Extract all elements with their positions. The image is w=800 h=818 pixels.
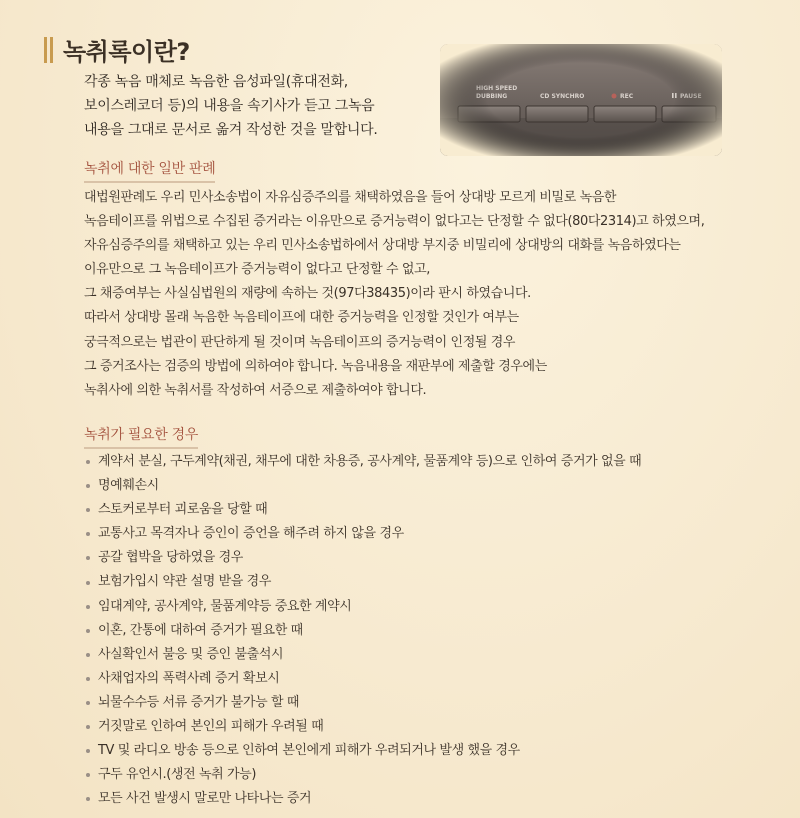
bullet-icon xyxy=(86,605,90,609)
body-line: 자유심증주의를 채택하고 있는 우리 민사소송법하에서 상대방 부지중 비밀리에 상대방의 대화를 녹음하였다는 xyxy=(84,238,681,254)
list-item: 구두 유언시.(생전 녹취 가능) xyxy=(86,763,641,787)
list-item: 보험가입시 약관 설명 받을 경우 xyxy=(86,570,641,594)
page-title: 녹취록이란? xyxy=(63,38,190,66)
section-heading-cases: 녹취가 필요한 경우 xyxy=(84,424,198,444)
list-item: 뇌물수수등 서류 증거가 불가능 할 때 xyxy=(86,691,641,715)
list-item: 이혼, 간통에 대하여 증거가 필요한 때 xyxy=(86,619,641,643)
bullet-icon xyxy=(86,484,90,488)
bullet-icon xyxy=(86,508,90,512)
body-line: 녹음테이프를 위법으로 수집된 증거라는 이유만으로 증거능력이 없다고는 단정할 수 없다(80다2314)고 하였으며, xyxy=(84,214,705,230)
bullet-icon xyxy=(86,677,90,681)
body-line: 대법원판례도 우리 민사소송법이 자유심증주의를 채택하였음을 들어 상대방 모르게 비밀로 녹음한 xyxy=(84,190,617,205)
intro-line: 내용을 그대로 문서로 옮겨 작성한 것을 말합니다. xyxy=(84,122,378,138)
title-accent-bars xyxy=(44,37,53,63)
body-line: 그 증거조사는 검증의 방법에 의하여야 합니다. 녹음내용을 재판부에 제출할 경우에는 xyxy=(84,358,547,374)
bullet-icon xyxy=(86,797,90,801)
list-item: 거짓말로 인하여 본인의 피해가 우려될 때 xyxy=(86,715,641,739)
intro-text xyxy=(84,70,424,142)
list-item: 계약서 분실, 구두계약(채권, 채무에 대한 차용증, 공사계약, 물품계약 등)으로 인하여 증거가 없을 때 xyxy=(86,450,641,474)
list-item: 명예훼손시 xyxy=(86,474,641,498)
title-bar xyxy=(44,32,190,67)
list-item: 사채업자의 폭력사례 증거 확보시 xyxy=(86,667,641,691)
precedent-body xyxy=(84,186,774,403)
list-item: 스토커로부터 괴로움을 당할 때 xyxy=(86,498,641,522)
recorder-panel-photo xyxy=(440,44,722,156)
bullet-icon xyxy=(86,556,90,560)
cases-list xyxy=(86,450,641,811)
bullet-icon xyxy=(86,653,90,657)
bullet-icon xyxy=(86,581,90,585)
list-item: 임대계약, 공사계약, 물품계약등 중요한 계약시 xyxy=(86,595,641,619)
body-line: 녹취사에 의한 녹취서를 작성하여 서증으로 제출하여야 합니다. xyxy=(84,382,427,398)
bullet-icon xyxy=(86,460,90,464)
list-item: 교통사고 목격자나 증인이 증언을 해주려 하지 않을 경우 xyxy=(86,522,641,546)
list-item: 공갈 협박을 당하였을 경우 xyxy=(86,546,641,570)
bullet-icon xyxy=(86,701,90,705)
body-line: 그 채증여부는 사실심법원의 재량에 속하는 것(97다38435)이라 판시 하였습니다. xyxy=(84,286,531,302)
intro-line: 각종 녹음 매체로 녹음한 음성파일(휴대전화, xyxy=(84,74,348,90)
body-line: 궁극적으로는 법관이 판단하게 될 것이며 녹음테이프의 증거능력이 인정될 경우 xyxy=(84,334,516,350)
bullet-icon xyxy=(86,773,90,777)
bullet-icon xyxy=(86,749,90,753)
section-heading-precedent: 녹취에 대한 일반 판례 xyxy=(84,158,215,178)
bullet-icon xyxy=(86,532,90,536)
intro-line: 보이스레코더 등)의 내용을 속기사가 듣고 그녹음 xyxy=(84,98,375,114)
body-line: 이유만으로 그 녹음테이프가 증거능력이 없다고 단정할 수 없고, xyxy=(84,262,430,278)
list-item: TV 및 라디오 방송 등으로 인하여 본인에게 피해가 우려되거나 발생 했을 경우 xyxy=(86,739,641,763)
list-item: 모든 사건 발생시 말로만 나타나는 증거 xyxy=(86,787,641,811)
bullet-icon xyxy=(86,725,90,729)
body-line: 따라서 상대방 몰래 녹음한 녹음테이프에 대한 증거능력을 인정할 것인가 여부는 xyxy=(84,310,519,326)
list-item: 사실확인서 불응 및 증인 불출석시 xyxy=(86,643,641,667)
bullet-icon xyxy=(86,629,90,633)
